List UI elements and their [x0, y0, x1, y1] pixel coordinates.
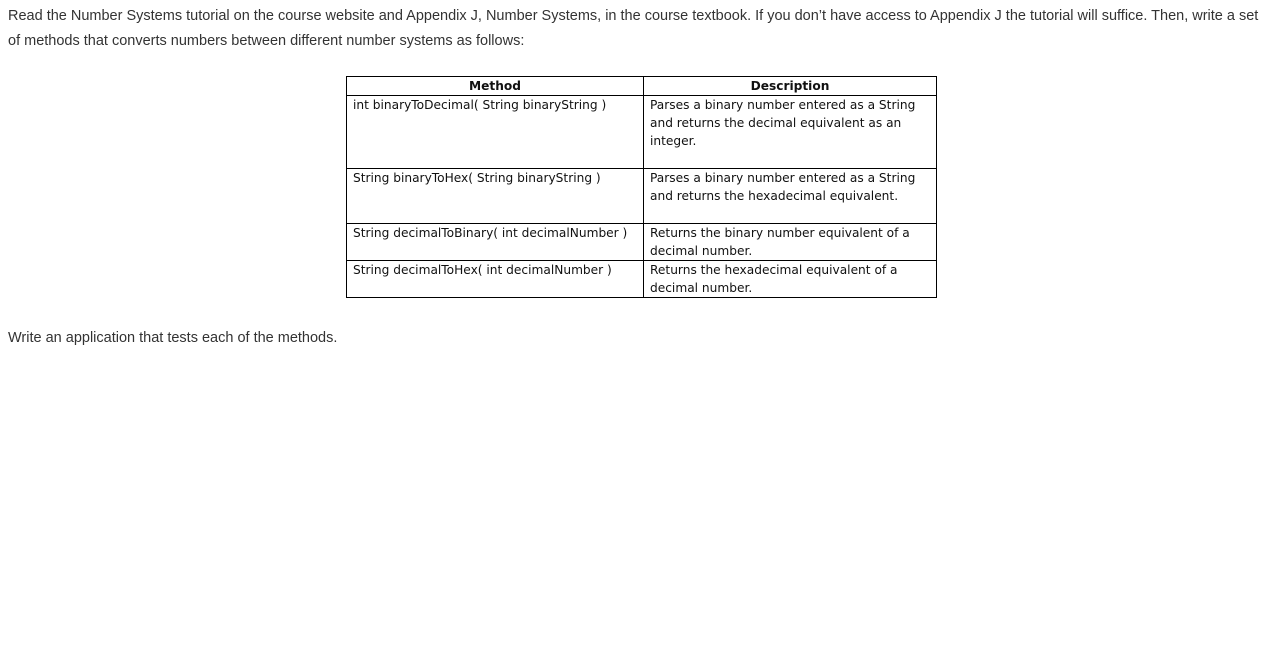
outro-paragraph: Write an application that tests each of the methods. — [8, 330, 338, 346]
description-cell: Returns the hexadecimal equivalent of a decimal number. — [644, 261, 937, 298]
table-row — [347, 224, 937, 261]
header-description: Description — [644, 77, 937, 96]
table-row — [347, 96, 937, 169]
method-cell: String binaryToHex( String binaryString ) — [347, 169, 644, 224]
description-cell: Returns the binary number equivalent of a decimal number. — [644, 224, 937, 261]
description-cell: Parses a binary number entered as a String and returns the hexadecimal equivalent. — [644, 169, 937, 224]
table-row — [347, 261, 937, 298]
method-cell: int binaryToDecimal( String binaryString ) — [347, 96, 644, 169]
methods-table — [346, 76, 937, 298]
table-row — [347, 169, 937, 224]
intro-paragraph: Read the Number Systems tutorial on the course website and Appendix J, Number Systems, in the course textbook. If you don’t have access to Appendix J the tutorial will suffice. Then, write a set of methods that converts numbers between different number systems as follows: — [8, 8, 1259, 49]
table-header-row — [347, 77, 937, 96]
description-cell: Parses a binary number entered as a String and returns the decimal equivalent as an integer. — [644, 96, 937, 169]
method-cell: String decimalToBinary( int decimalNumber ) — [347, 224, 644, 261]
header-method: Method — [347, 77, 644, 96]
method-cell: String decimalToHex( int decimalNumber ) — [347, 261, 644, 298]
